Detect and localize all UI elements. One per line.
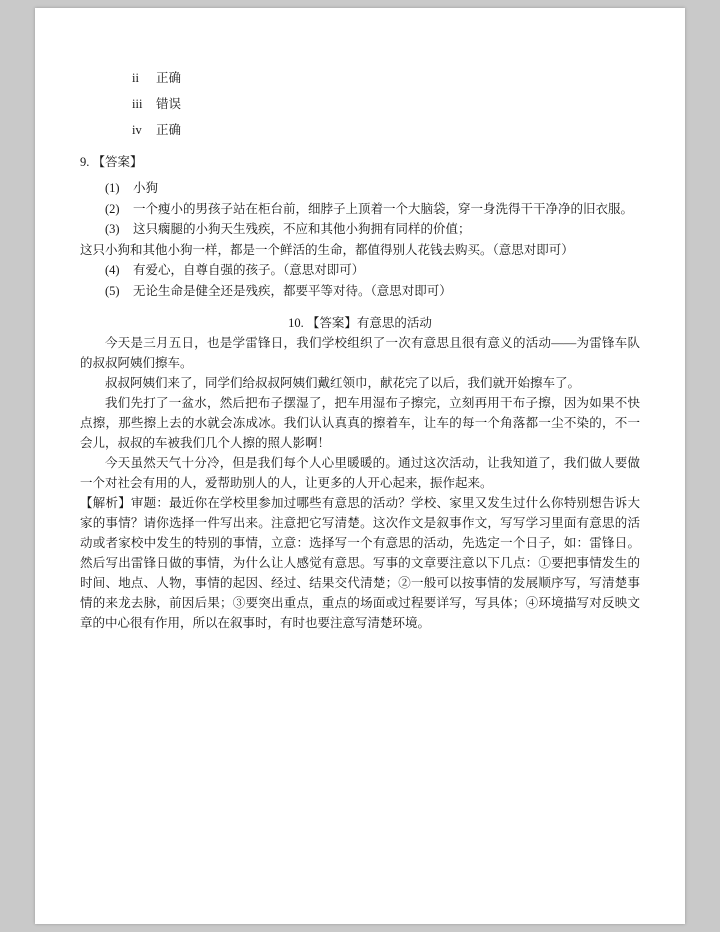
- list-marker: iv: [132, 123, 142, 137]
- answer-item-continuation: [80, 240, 640, 261]
- list-item-text: 错误: [156, 97, 182, 111]
- list-marker: iii: [132, 97, 143, 111]
- answer-item: [80, 178, 640, 199]
- list-marker: ii: [132, 71, 139, 85]
- document-page: [35, 8, 685, 924]
- answer-number: (2): [105, 201, 120, 216]
- essay-paragraph: 今天虽然天气十分冷，但是我们每个人心里暖暖的。通过这次活动，让我知道了，我们做人要做一个对社会有用的人，爱帮助别人的人，让更多的人开心起来，振作起来。: [80, 456, 640, 490]
- answer-number: (4): [105, 263, 120, 277]
- answer-text: 小狗: [133, 181, 159, 195]
- answer-text: 有爱心，自尊自强的孩子。（意思对即可）: [133, 263, 365, 277]
- essay-paragraph: 我们先打了一盆水，然后把布子摆湿了，把车用湿布子擦完，立刻再用干布子擦，因为如果不快点擦，那些擦上去的水就会冻成冰。我们认认真真的擦着车，让车的每一个角落都一尘不染的，不一会儿，叔叔的车被我们几个人擦的照人影啊！: [80, 396, 640, 450]
- answer-item: [80, 199, 640, 220]
- answer-item: [80, 219, 640, 240]
- list-item: [132, 65, 640, 91]
- answer-number: (3): [105, 222, 120, 236]
- roman-answer-list: [132, 65, 640, 143]
- list-item: [132, 117, 640, 143]
- question-9-answers: [80, 178, 640, 301]
- analysis-paragraph: 【解析】审题：最近你在学校里参加过哪些有意思的活动？学校、家里又发生过什么你特别想告诉大家的事情？请你选择一件写出来。注意把它写清楚。这次作文是叙事作文，写写学习里面有意思的活动或者家校中发生的特别的事情，立意：选择写一个有意思的活动，先选定一个日子，如：雷锋日。然后写出雷锋日做的事情，为什么让人感觉有意思。写事的文章要注意以下几点：①要把事情发生的时间、地点、人物，事情的起因、经过、结果交代清楚；②一般可以按事情的发展顺序写，写清楚事情的来龙去脉，前因后果；③要突出重点，重点的场面或过程要详写，写具体；④环境描写对反映文章的中心很有作用，所以在叙事时，有时也要注意写清楚环境。: [80, 496, 640, 630]
- question-10-heading: 10. 【答案】有意思的活动: [288, 316, 432, 330]
- answer-number: (1): [105, 181, 120, 195]
- answer-item: [80, 260, 640, 281]
- answer-item: [80, 281, 640, 302]
- answer-text: 无论生命是健全还是残疾，都要平等对待。（意思对即可）: [133, 283, 452, 298]
- answer-text: 这只小狗和其他小狗一样，都是一个鲜活的生命，都值得别人花钱去购买。（意思对即可）: [80, 242, 574, 257]
- list-item-text: 正确: [156, 71, 182, 85]
- answer-number: (5): [105, 283, 120, 298]
- essay-paragraph: 叔叔阿姨们来了，同学们给叔叔阿姨们戴红领巾，献花完了以后，我们就开始擦车了。: [105, 376, 581, 390]
- question-9-heading: 9. 【答案】: [80, 155, 143, 169]
- essay-paragraph: 今天是三月五日，也是学雷锋日，我们学校组织了一次有意思且很有意义的活动——为雷锋车队的叔叔阿姨们擦车。: [80, 336, 640, 370]
- question-10-essay: [80, 333, 640, 633]
- answer-text: 一个瘦小的男孩子站在柜台前，细脖子上顶着一个大脑袋，穿一身洗得干干净净的旧衣服。: [133, 201, 634, 216]
- list-item-text: 正确: [156, 123, 182, 137]
- list-item: [132, 91, 640, 117]
- answer-text: 这只瘸腿的小狗天生残疾，不应和其他小狗拥有同样的价值；: [133, 222, 471, 236]
